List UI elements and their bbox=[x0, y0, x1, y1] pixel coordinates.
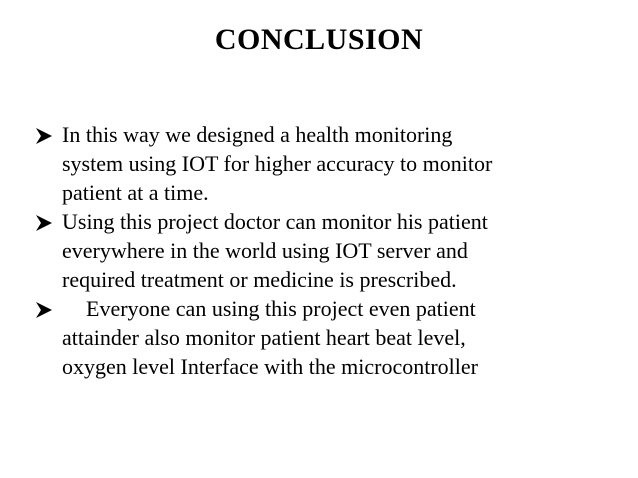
arrowhead-bullet-icon bbox=[34, 126, 54, 146]
bullet-line: everywhere in the world using IOT server and bbox=[62, 238, 468, 263]
bullet-line: Everyone can using this project even patient bbox=[86, 296, 476, 321]
bullet-line: attainder also monitor patient heart beat level, bbox=[62, 325, 466, 350]
bullet-line: In this way we designed a health monitoring bbox=[62, 122, 453, 147]
bullet-list bbox=[34, 120, 624, 381]
bullet-line: Using this project doctor can monitor his patient bbox=[62, 209, 488, 234]
bullet-line: oxygen level Interface with the microcontroller bbox=[62, 354, 478, 379]
slide-title: CONCLUSION bbox=[214, 23, 424, 56]
bullet-line: required treatment or medicine is prescribed. bbox=[62, 267, 457, 292]
bullet-item bbox=[34, 120, 624, 207]
bullet-item bbox=[34, 294, 624, 381]
arrowhead-bullet-icon bbox=[34, 213, 54, 233]
bullet-item bbox=[34, 207, 624, 294]
bullet-line: system using IOT for higher accuracy to monitor bbox=[62, 151, 493, 176]
arrowhead-bullet-icon bbox=[34, 300, 54, 320]
bullet-line: patient at a time. bbox=[62, 180, 209, 205]
